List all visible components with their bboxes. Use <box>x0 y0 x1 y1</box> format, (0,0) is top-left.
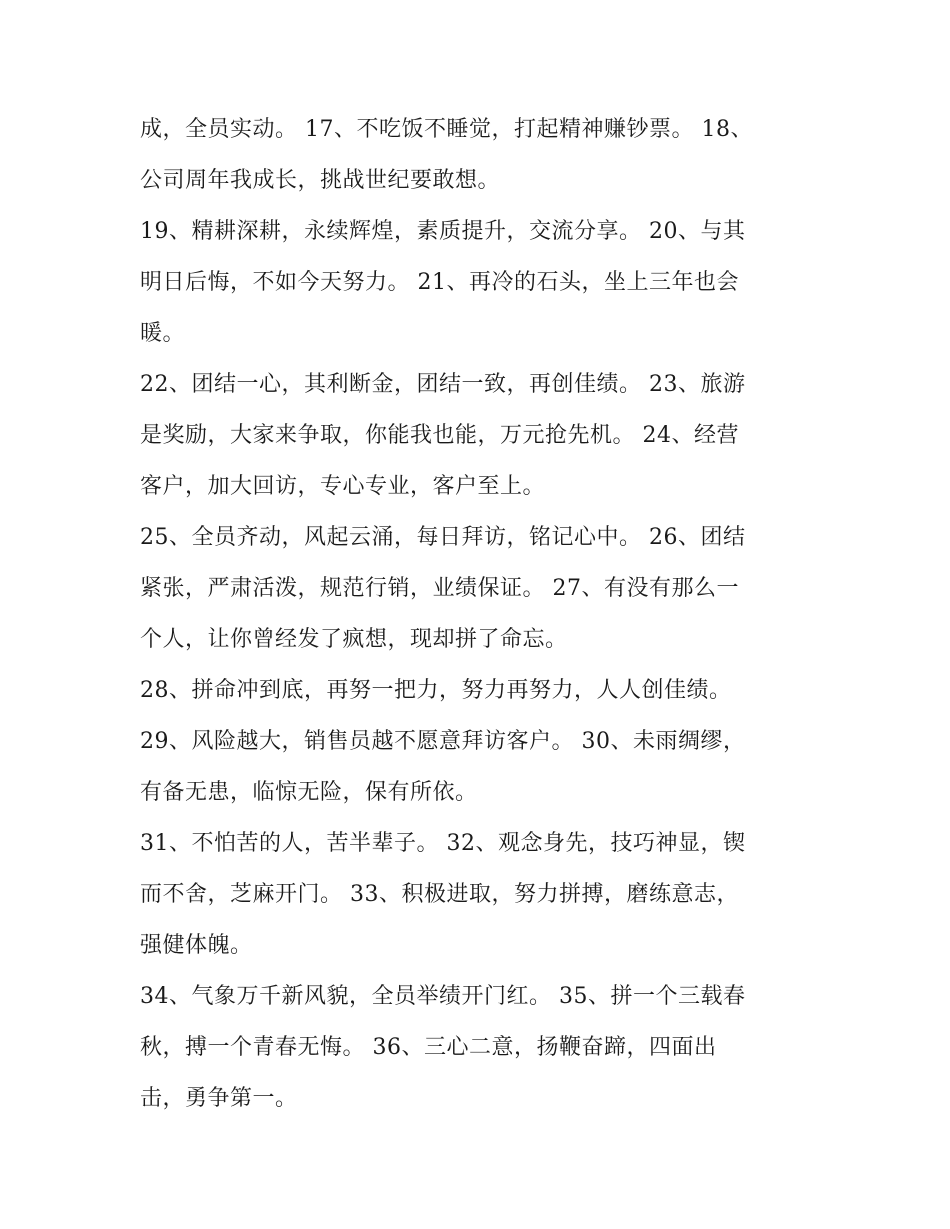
text-line: 是奖励，大家来争取，你能我也能，万元抢先机。 24、经营 <box>140 423 739 448</box>
text-line: 19、精耕深耕，永续辉煌，素质提升，交流分享。 20、与其 <box>140 219 746 244</box>
text-line: 29、风险越大，销售员越不愿意拜访客户。 30、未雨绸缪， <box>140 729 746 754</box>
text-line: 34、气象万千新风貌，全员举绩开门红。 35、拼一个三载春 <box>140 984 746 1009</box>
text-line: 有备无患，临惊无险，保有所依。 <box>140 780 478 805</box>
text-line: 秋，搏一个青春无悔。 36、三心二意，扬鞭奋蹄，四面出 <box>140 1035 717 1060</box>
paragraph-1 <box>140 104 800 206</box>
text-line: 成，全员实动。 17、不吃饭不睡觉，打起精神赚钞票。 18、 <box>140 117 753 142</box>
document-body <box>140 104 800 1124</box>
paragraph-4 <box>140 512 800 665</box>
text-line: 31、不怕苦的人，苦半辈子。 32、观念身先，技巧神显，锲 <box>140 831 746 856</box>
text-line: 公司周年我成长，挑战世纪要敢想。 <box>140 168 501 193</box>
text-line: 个人，让你曾经发了疯想，现却拼了命忘。 <box>140 627 568 652</box>
text-line: 22、团结一心，其利断金，团结一致，再创佳绩。 23、旅游 <box>140 372 746 397</box>
text-line: 暖。 <box>140 321 186 346</box>
text-line: 28、拼命冲到底，再努一把力，努力再努力，人人创佳绩。 <box>140 678 732 703</box>
text-line: 紧张，严肃活泼，规范行销，业绩保证。 27、有没有那么一 <box>140 576 739 601</box>
paragraph-6 <box>140 716 800 818</box>
paragraph-2 <box>140 206 800 359</box>
paragraph-3 <box>140 359 800 512</box>
text-line: 客户，加大回访，专心专业，客户至上。 <box>140 474 546 499</box>
text-line: 25、全员齐动，风起云涌，每日拜访，铭记心中。 26、团结 <box>140 525 746 550</box>
text-line: 而不舍，芝麻开门。 33、积极进取，努力拼搏，磨练意志， <box>140 882 739 907</box>
paragraph-5 <box>140 665 800 716</box>
text-line: 强健体魄。 <box>140 933 253 958</box>
text-line: 击，勇争第一。 <box>140 1086 298 1111</box>
paragraph-7 <box>140 818 800 971</box>
text-line: 明日后悔，不如今天努力。 21、再冷的石头，坐上三年也会 <box>140 270 739 295</box>
paragraph-8 <box>140 971 800 1124</box>
